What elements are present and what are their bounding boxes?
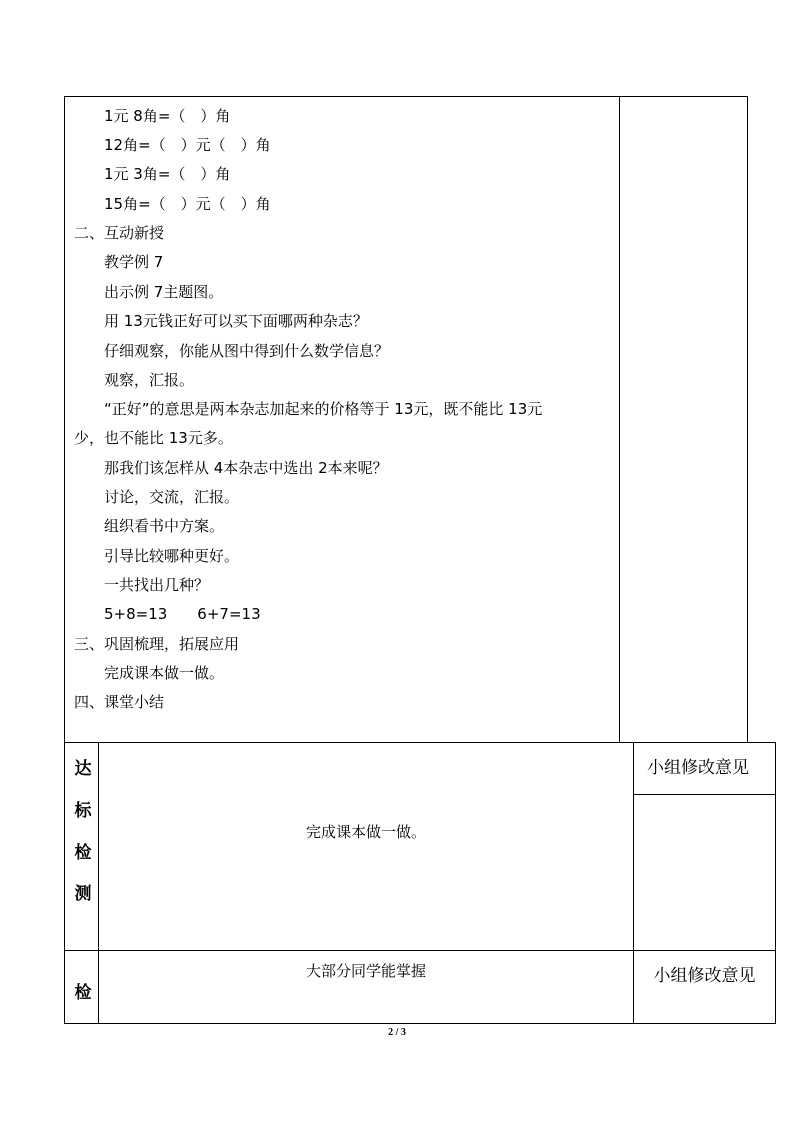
lesson-line: 用 13元钱正好可以买下面哪两种杂志？ — [104, 312, 368, 330]
lesson-line: 出示例 7主题图。 — [104, 283, 224, 301]
lesson-line: 少，也不能比 13元多。 — [74, 429, 233, 447]
lesson-line: 讨论，交流，汇报。 — [104, 488, 240, 506]
section-heading: 二、互动新授 — [74, 224, 165, 242]
page-number: 2 / 3 — [388, 1027, 406, 1038]
section-heading: 四、课堂小结 — [74, 693, 165, 711]
review-side-title: 小组修改意见 — [653, 966, 756, 986]
bottom-left-border — [64, 742, 65, 1024]
assessment-side-title: 小组修改意见 — [647, 758, 749, 778]
lesson-line: 1元 3角=（ ）角 — [104, 165, 231, 183]
bottom-right-border — [775, 742, 776, 1024]
review-label: 检 — [74, 983, 92, 1003]
lesson-line: 12角=（ ）元（ ）角 — [104, 136, 271, 154]
assessment-label-char: 标 — [74, 801, 92, 821]
assessment-label-char: 检 — [74, 843, 92, 863]
lesson-line: 仔细观察，你能从图中得到什么数学信息？ — [104, 342, 390, 360]
top-mid-border — [619, 96, 620, 743]
lesson-line: 组织看书中方案。 — [104, 517, 225, 535]
row-divider — [64, 950, 775, 951]
lesson-line: 1元 8角=（ ）角 — [104, 107, 231, 125]
bottom-top-border — [64, 742, 775, 743]
lesson-line: 完成课本做一做。 — [104, 664, 225, 682]
lesson-line: “正好”的意思是两本杂志加起来的价格等于 13元，既不能比 13元 — [104, 400, 543, 418]
top-right-border — [747, 96, 748, 743]
lesson-line: 观察，汇报。 — [104, 371, 195, 389]
top-border — [64, 96, 748, 97]
lesson-line: 15角=（ ）元（ ）角 — [104, 195, 271, 213]
lesson-line: 引导比较哪种更好。 — [104, 547, 240, 565]
bottom-border — [64, 1023, 776, 1024]
side-title-divider — [633, 794, 775, 795]
lesson-line: 5+8=13 6+7=13 — [104, 605, 261, 623]
top-left-border — [64, 96, 65, 743]
assessment-content: 完成课本做一做。 — [305, 823, 426, 841]
lesson-line: 教学例 7 — [104, 253, 164, 271]
review-content: 大部分同学能掌握 — [305, 962, 426, 980]
lesson-line: 那我们该怎样从 4本杂志中选出 2本来呢？ — [104, 459, 388, 477]
label-column-border — [98, 742, 99, 1024]
section-heading: 三、巩固梳理，拓展应用 — [74, 635, 240, 653]
assessment-label-char: 测 — [74, 884, 92, 904]
lesson-line: 一共找出几种？ — [104, 576, 210, 594]
assessment-label-char: 达 — [74, 759, 92, 779]
